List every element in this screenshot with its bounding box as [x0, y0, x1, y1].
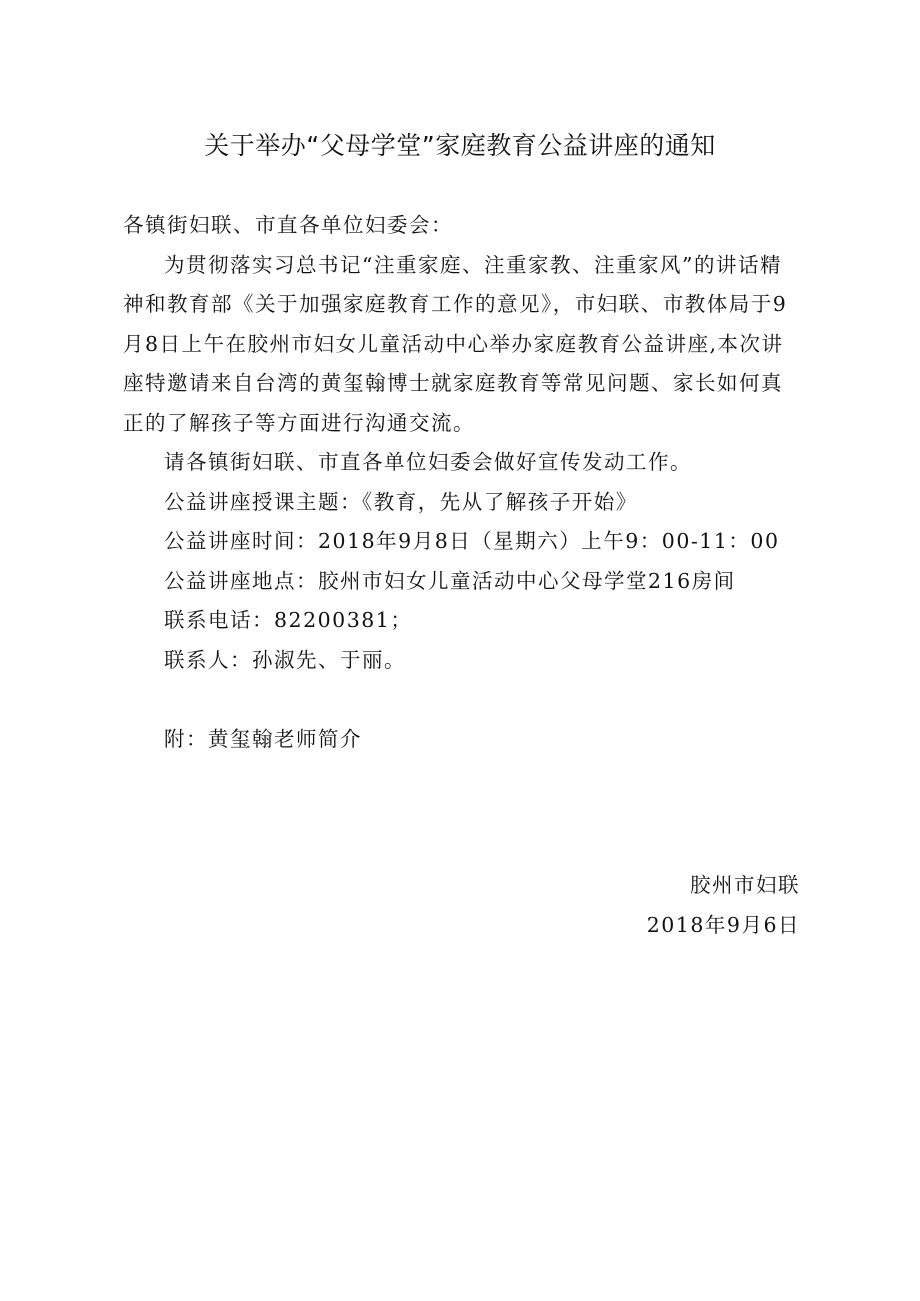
blank-line	[123, 680, 803, 720]
signature-organization: 胶州市妇联	[690, 873, 800, 897]
contact-phone: 联系电话：82200381；	[164, 608, 413, 632]
lecture-time: 公益讲座时间：2018年9月8日（星期六）上午9：00-11：00	[164, 529, 780, 553]
document-title: 关于举办“父母学堂”家庭教育公益讲座的通知	[204, 131, 716, 160]
document-body	[123, 206, 803, 759]
paragraph-request: 请各镇街妇联、市直各单位妇委会做好宣传发动工作。	[164, 450, 692, 474]
salutation: 各镇街妇联、市直各单位妇委会：	[123, 213, 453, 237]
signature-block	[647, 866, 800, 945]
signature-date: 2018年9月6日	[646, 912, 800, 937]
paragraph-intro: 为贯彻落实习总书记“注重家庭、注重家教、注重家风”的讲话精神和教育部《关于加强家庭教育工作的意见》，市妇联、市教体局于9月8日上午在胶州市妇女儿童活动中心举办家庭教育公益讲座,本次讲座特邀请来自台湾的黄玺翰博士就家庭教育等常见问题、家长如何真正的了解孩子等方面进行沟通交流。	[123, 252, 788, 435]
attachment-note: 附：黄玺翰老师简介	[164, 726, 362, 751]
lecture-location: 公益讲座地点：胶州市妇女儿童活动中心父母学堂216房间	[164, 568, 736, 593]
lecture-topic: 公益讲座授课主题：《教育，先从了解孩子开始》	[164, 489, 638, 514]
contact-person: 联系人：孙淑先、于丽。	[164, 647, 406, 672]
